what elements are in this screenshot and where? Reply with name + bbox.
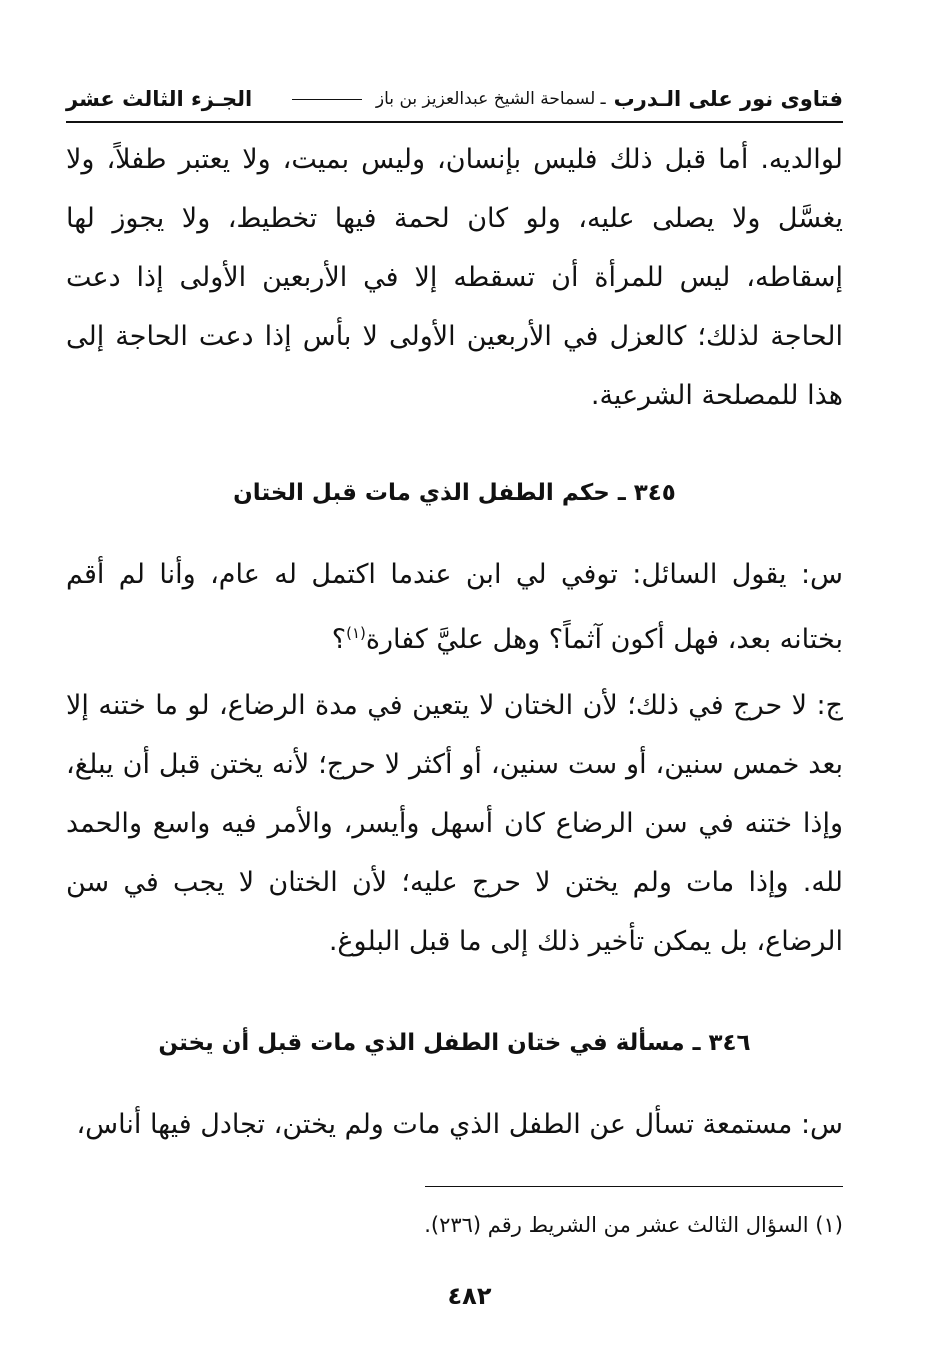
header-rule-segment bbox=[292, 99, 362, 100]
answer-345: ج: لا حرج في ذلك؛ لأن الختان لا يتعين في مدة الرضاع، لو ما ختنه إلا بعد خمس سنين، أو ست سنين، أو أكثر لا حرج؛ لأنه يختن قبل أن يبلغ، وإذا ختنه في سن الرضاع كان أسهل وأيسر، والأمر فيه واسع والحمد لله. وإذا مات ولم يختن لا حرج عليه؛ لأن الختان لا يجب في سن الرضاع، بل يمكن تأخير ذلك إلى ما قبل البلوغ. bbox=[66, 690, 843, 957]
header-author: ـ لسماحة الشيخ عبدالعزيز بن باز bbox=[375, 89, 606, 109]
header-divider bbox=[66, 121, 843, 123]
question-345 bbox=[66, 545, 843, 669]
question-346: س: مستمعة تسأل عن الطفل الذي مات ولم يختن، تجادل فيها أناس، bbox=[76, 1109, 843, 1140]
heading-346: ٣٤٦ ـ مسألة في ختان الطفل الذي مات قبل أن يختن bbox=[158, 1030, 751, 1056]
question-345-end: ؟ bbox=[331, 624, 347, 655]
footnote-ref[interactable]: (١) bbox=[346, 624, 366, 642]
intro-paragraph: لوالديه. أما قبل ذلك فليس بإنسان، وليس بميت، ولا يعتبر طفلاً، ولا يغسَّل ولا يصلى عليه، ولو كان لحمة فيها تخطيط، ولا يجوز لها إسقاطه، ليس للمرأة أن تسقطه إلا في الأربعين الأولى إذا دعت الحاجة لذلك؛ كالعزل في الأربعين الأولى لا بأس إذا دعت الحاجة إلى هذا للمصلحة الشرعية. bbox=[66, 144, 843, 411]
page-number: ٤٨٢ bbox=[447, 1282, 492, 1310]
heading-345: ٣٤٥ ـ حكم الطفل الذي مات قبل الختان bbox=[233, 480, 676, 506]
footnote: (١) السؤال الثالث عشر من الشريط رقم (٢٣٦). bbox=[424, 1213, 843, 1237]
header-part: الجـزء الثالث عشر bbox=[66, 87, 253, 111]
footnote-divider bbox=[425, 1186, 843, 1187]
header-book-title: فتاوى نور على الـدرب bbox=[613, 87, 843, 111]
question-345-text: س: يقول السائل: توفي لي ابن عندما اكتمل له عام، وأنا لم أقم بختانه بعد، فهل أكون آثماً؟ وهل عليَّ كفارة bbox=[66, 559, 843, 655]
header-title-group bbox=[286, 87, 843, 111]
running-header bbox=[66, 82, 843, 116]
